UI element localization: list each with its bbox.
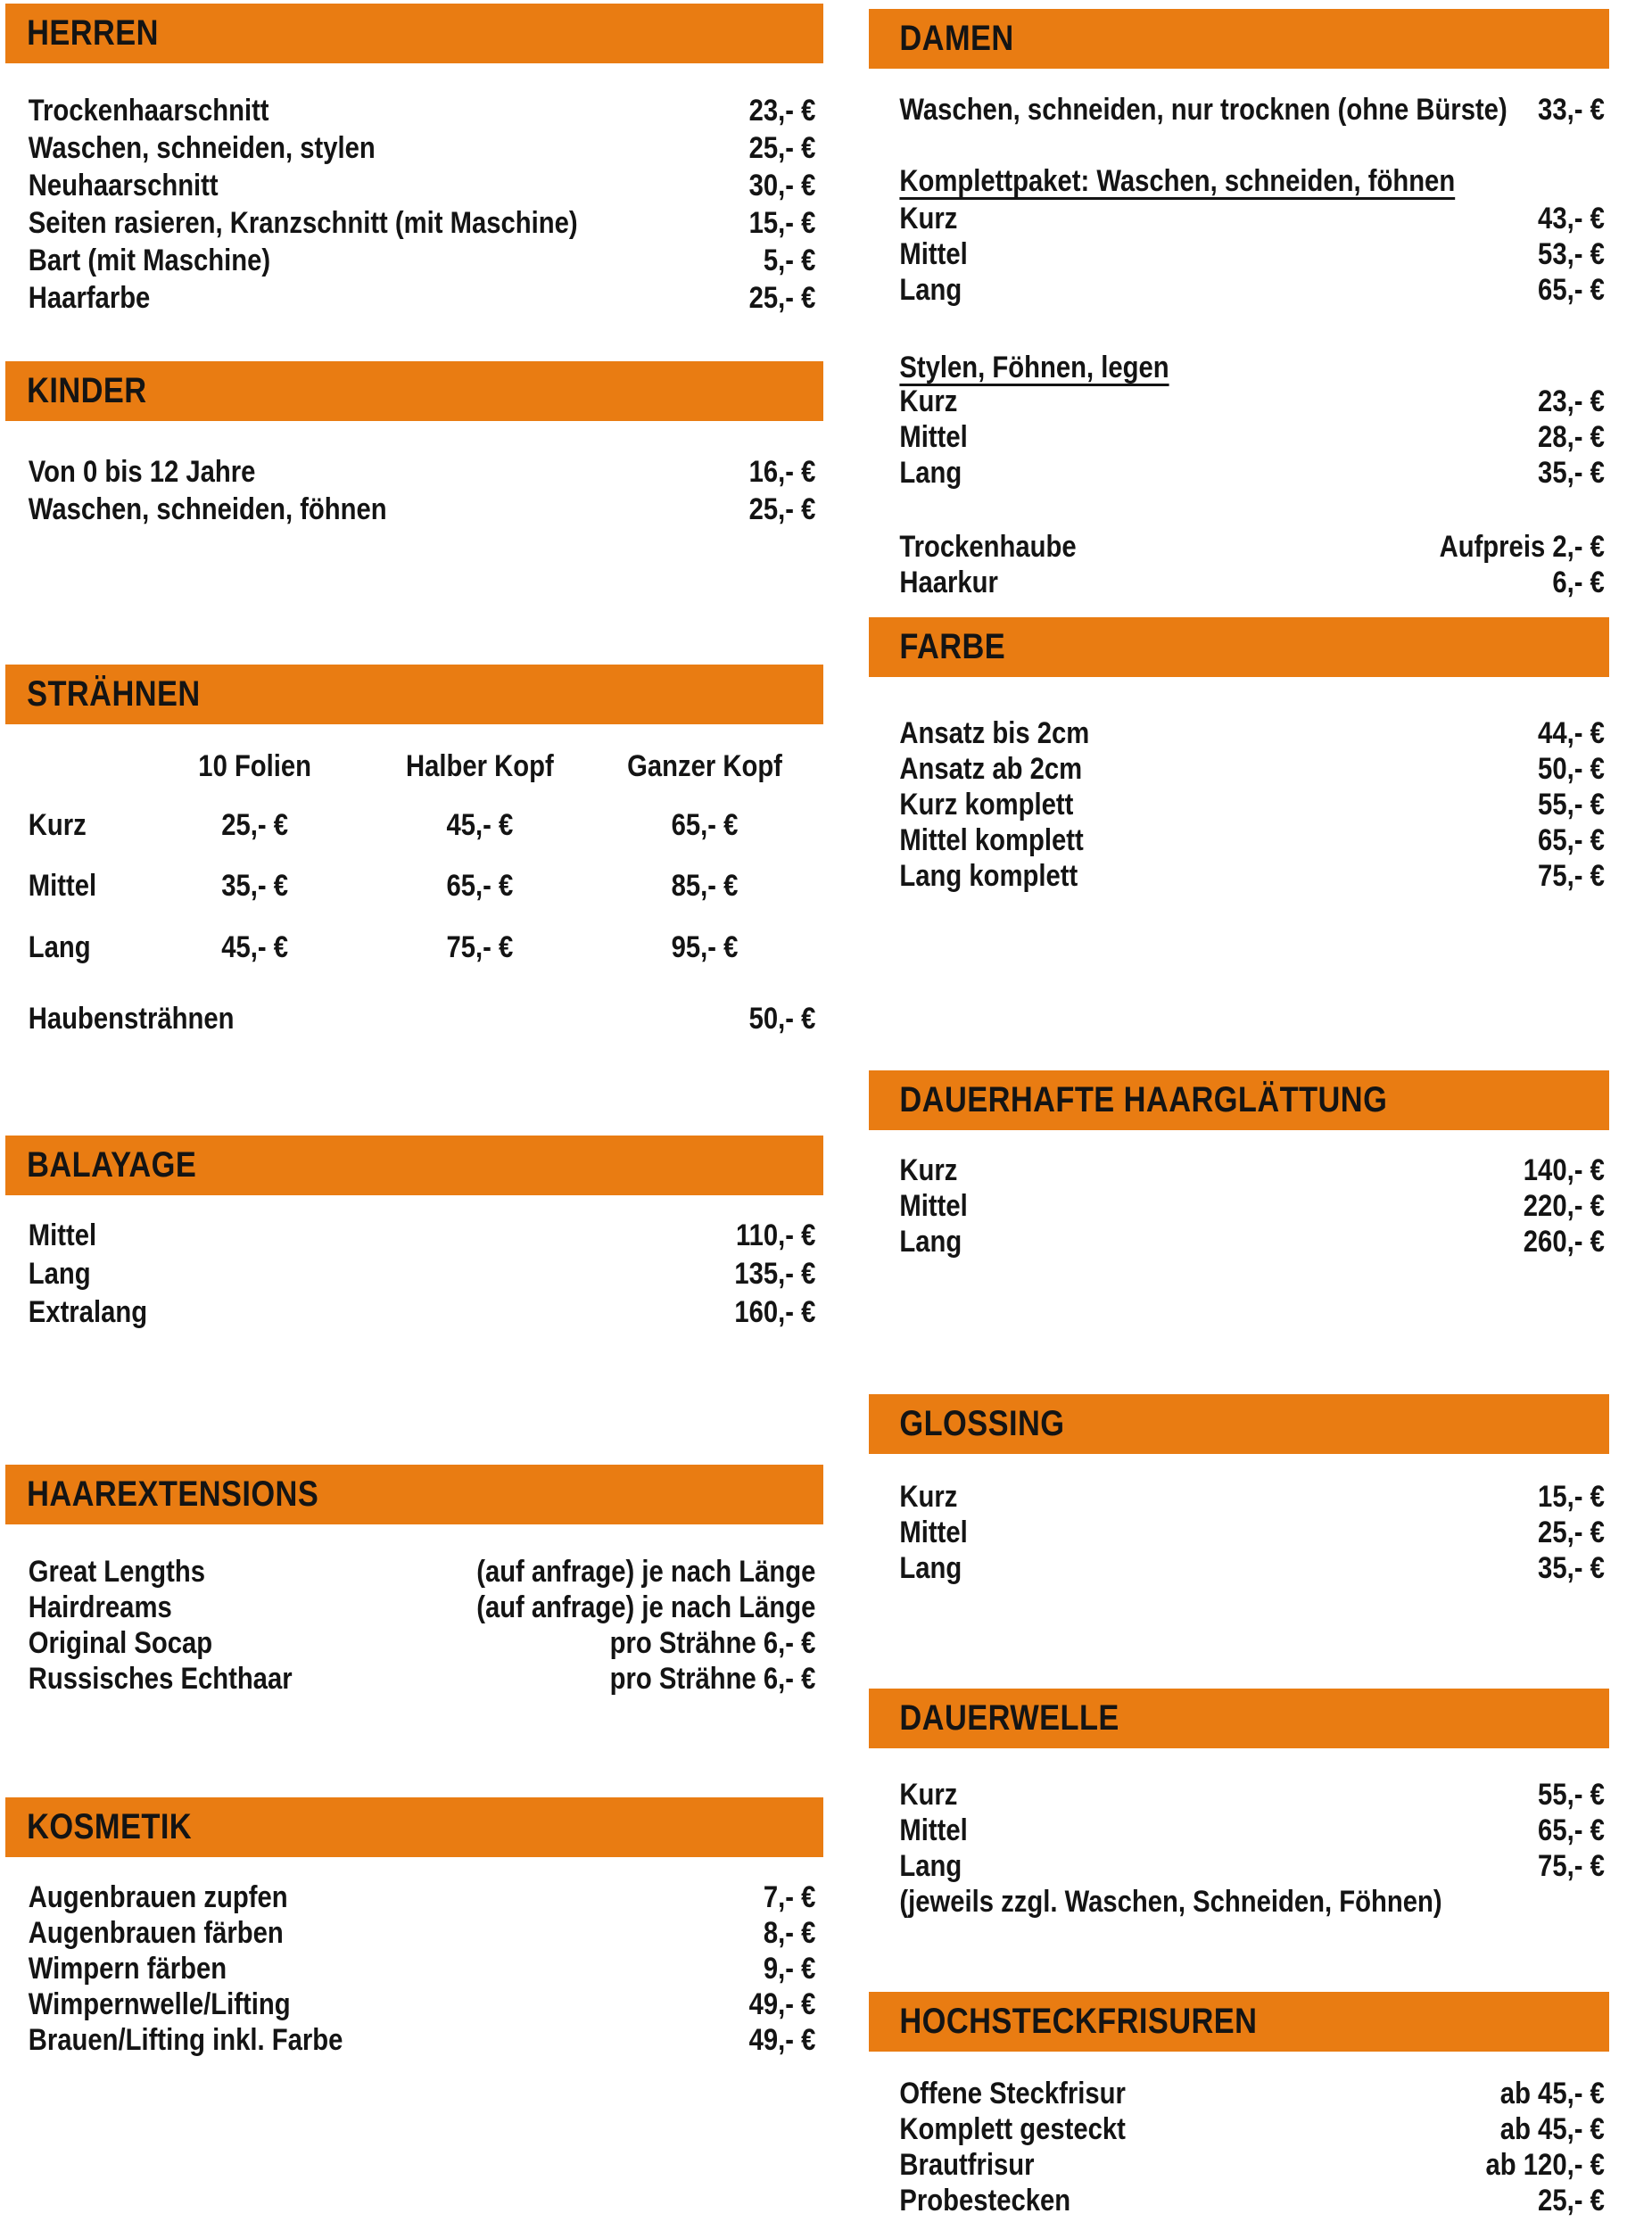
service-label: Seiten rasieren, Kranzschnitt (mit Maschine)	[28, 206, 578, 240]
price-row	[869, 564, 1609, 602]
service-label: Komplett gesteckt	[899, 2112, 1126, 2146]
service-label: Mittel	[28, 869, 97, 903]
service-label: Mittel	[28, 1218, 97, 1252]
service-label: Haubensträhnen	[28, 1002, 235, 1036]
subsection-heading	[869, 349, 1609, 387]
section-title: HAAREXTENSIONS	[27, 1474, 319, 1514]
price-value: (auf anfrage) je nach Länge	[476, 1590, 816, 1624]
price-value: 110,- €	[735, 1218, 816, 1252]
service-label: Hairdreams	[28, 1590, 172, 1624]
price-row	[869, 1549, 1609, 1588]
price-row	[869, 1514, 1609, 1552]
price-row	[5, 491, 823, 529]
left-column	[5, 0, 823, 2230]
section-header-damen	[869, 9, 1609, 69]
service-label: Bart (mit Maschine)	[28, 244, 271, 277]
price-value: ab 45,- €	[1499, 2112, 1605, 2146]
service-label: Great Lengths	[28, 1555, 206, 1589]
straehnen-row	[5, 929, 823, 967]
service-label: Mittel	[899, 1813, 968, 1847]
price-row	[5, 1624, 823, 1663]
section-title: DAUERWELLE	[899, 1698, 1119, 1738]
price-value: 49,- €	[748, 1987, 816, 2021]
section-title: DAUERHAFTE HAARGLÄTTUNG	[899, 1080, 1388, 1119]
price-value: 75,- €	[1538, 1849, 1605, 1883]
price-value: pro Strähne 6,- €	[609, 1662, 816, 1696]
price-value: 15,- €	[748, 206, 816, 240]
price-value: 49,- €	[748, 2023, 816, 2057]
service-label: Haarfarbe	[28, 281, 151, 315]
price-value: 75,- €	[446, 930, 514, 964]
price-value: 65,- €	[671, 808, 739, 842]
price-row	[869, 235, 1609, 274]
subheading-label: Stylen, Föhnen, legen	[899, 351, 1169, 384]
service-label: Waschen, schneiden, föhnen	[28, 492, 387, 526]
service-label: Lang	[28, 1257, 91, 1291]
service-label: Ansatz bis 2cm	[899, 716, 1090, 750]
service-label: Lang	[899, 273, 962, 307]
price-value: ab 120,- €	[1485, 2148, 1605, 2182]
price-value: 45,- €	[221, 930, 289, 964]
service-label: Probestecken	[899, 2184, 1071, 2218]
service-label: Original Socap	[28, 1626, 213, 1660]
price-row	[5, 279, 823, 318]
section-title: DAMEN	[899, 19, 1014, 58]
price-row	[869, 714, 1609, 753]
price-row	[869, 2110, 1609, 2149]
price-value: 35,- €	[1538, 456, 1605, 490]
price-value: 135,- €	[734, 1257, 816, 1291]
price-row	[5, 1660, 823, 1698]
service-label: Kurz	[28, 808, 87, 842]
price-value: 55,- €	[1538, 1778, 1605, 1812]
subsection-heading	[869, 162, 1609, 201]
straehnen-row	[5, 867, 823, 905]
price-row	[5, 1217, 823, 1255]
price-value: 260,- €	[1523, 1225, 1605, 1259]
section-header-kosmetik	[5, 1797, 823, 1857]
right-column	[869, 0, 1609, 2230]
price-value: 65,- €	[1538, 1813, 1605, 1847]
price-row	[5, 92, 823, 130]
price-row	[5, 242, 823, 280]
section-header-straehnen	[5, 665, 823, 724]
price-row	[5, 1879, 823, 1917]
price-value: 15,- €	[1538, 1480, 1605, 1514]
service-label: Lang	[899, 1849, 962, 1883]
price-value: 75,- €	[1538, 859, 1605, 893]
service-label: Kurz komplett	[899, 788, 1074, 822]
price-value: 45,- €	[446, 808, 514, 842]
section-title: BALAYAGE	[27, 1145, 197, 1185]
price-value: 35,- €	[1538, 1551, 1605, 1585]
section-header-haarextensions	[5, 1465, 823, 1524]
service-label: Extralang	[28, 1295, 148, 1329]
price-value: 85,- €	[671, 869, 739, 903]
price-value: 7,- €	[763, 1880, 816, 1914]
service-label: Kurz	[899, 384, 958, 418]
price-value: 33,- €	[1538, 93, 1605, 127]
price-value: 25,- €	[221, 808, 289, 842]
section-header-haarglaettung	[869, 1070, 1609, 1130]
service-label: Augenbrauen zupfen	[28, 1880, 288, 1914]
section-title: HERREN	[27, 13, 159, 53]
price-value: ab 45,- €	[1499, 2077, 1605, 2110]
price-value: 55,- €	[1538, 788, 1605, 822]
column-header: Ganzer Kopf	[627, 749, 782, 783]
service-label: Lang	[899, 456, 962, 490]
price-value: 220,- €	[1523, 1189, 1605, 1223]
service-label: Mittel	[899, 1516, 968, 1549]
subheading-label: Komplettpaket: Waschen, schneiden, föhnen	[899, 164, 1456, 198]
service-label: Brauen/Lifting inkl. Farbe	[28, 2023, 343, 2057]
price-value: 50,- €	[748, 1002, 816, 1036]
section-header-farbe	[869, 617, 1609, 677]
price-row	[869, 200, 1609, 238]
price-value: 25,- €	[748, 492, 816, 526]
section-title: GLOSSING	[899, 1404, 1065, 1443]
price-value: (auf anfrage) je nach Länge	[476, 1555, 816, 1589]
price-row	[869, 1776, 1609, 1814]
service-label: Lang	[899, 1551, 962, 1585]
section-header-dauerwelle	[869, 1689, 1609, 1748]
price-row	[869, 750, 1609, 789]
service-label: Brautfrisur	[899, 2148, 1035, 2182]
service-label: Russisches Echthaar	[28, 1662, 293, 1696]
section-title: KOSMETIK	[27, 1807, 193, 1846]
price-value: 35,- €	[221, 869, 289, 903]
price-value: pro Strähne 6,- €	[609, 1626, 816, 1660]
service-label: Neuhaarschnitt	[28, 169, 219, 202]
price-row	[869, 2146, 1609, 2185]
price-row	[5, 1589, 823, 1627]
price-value: 9,- €	[763, 1952, 816, 1986]
price-row	[869, 822, 1609, 860]
service-label: Lang	[899, 1225, 962, 1259]
price-row	[5, 1553, 823, 1591]
price-value: 16,- €	[748, 455, 816, 489]
service-label: Kurz	[899, 1778, 958, 1812]
section-title: KINDER	[27, 371, 147, 410]
price-row	[5, 2021, 823, 2060]
section-title: FARBE	[899, 627, 1006, 666]
price-value: 23,- €	[1538, 384, 1605, 418]
service-label: Waschen, schneiden, nur trocknen (ohne Bürste)	[899, 93, 1507, 127]
service-label: Lang	[28, 930, 91, 964]
service-label: Kurz	[899, 1153, 958, 1187]
section-title: HOCHSTECKFRISUREN	[899, 2002, 1258, 2041]
service-label: Trockenhaarschnitt	[28, 94, 269, 128]
section-header-hochsteckfrisuren	[869, 1992, 1609, 2052]
service-label: Wimpernwelle/Lifting	[28, 1987, 291, 2021]
service-label: Wimpern färben	[28, 1952, 227, 1986]
note-row	[869, 1883, 1609, 1921]
price-row	[869, 271, 1609, 310]
price-value: 65,- €	[1538, 823, 1605, 857]
price-value: 8,- €	[763, 1916, 816, 1950]
service-label: Mittel	[899, 1189, 968, 1223]
straehnen-header-row	[5, 747, 823, 786]
service-label: Mittel	[899, 237, 968, 271]
price-row	[869, 2182, 1609, 2220]
price-value: 25,- €	[1538, 1516, 1605, 1549]
price-row	[869, 1812, 1609, 1850]
price-row	[869, 1187, 1609, 1226]
price-row	[5, 1293, 823, 1332]
service-label: Trockenhaube	[899, 530, 1077, 564]
section-header-herren	[5, 4, 823, 63]
service-label: Mittel	[899, 420, 968, 454]
price-row	[869, 454, 1609, 492]
price-row	[5, 1000, 823, 1038]
note-label: (jeweils zzgl. Waschen, Schneiden, Föhnen)	[899, 1885, 1442, 1919]
price-value: 43,- €	[1538, 202, 1605, 235]
price-row	[869, 1847, 1609, 1886]
empty-cell	[5, 747, 136, 786]
service-label: Waschen, schneiden, stylen	[28, 131, 376, 165]
price-row	[5, 1986, 823, 2024]
service-label: Augenbrauen färben	[28, 1916, 284, 1950]
column-header: 10 Folien	[198, 749, 312, 783]
price-value: 25,- €	[748, 281, 816, 315]
column-header: Halber Kopf	[405, 749, 554, 783]
straehnen-row	[5, 806, 823, 845]
service-label: Haarkur	[899, 566, 998, 599]
section-header-balayage	[5, 1136, 823, 1195]
section-title: STRÄHNEN	[27, 674, 201, 714]
service-label: Mittel komplett	[899, 823, 1084, 857]
service-label: Ansatz ab 2cm	[899, 752, 1083, 786]
price-row	[5, 129, 823, 168]
price-value: 23,- €	[748, 94, 816, 128]
service-label: Offene Steckfrisur	[899, 2077, 1126, 2110]
price-row	[869, 528, 1609, 566]
price-row	[869, 1152, 1609, 1190]
price-row	[5, 1914, 823, 1953]
price-row	[5, 1255, 823, 1293]
service-label: Von 0 bis 12 Jahre	[28, 455, 256, 489]
price-row	[869, 383, 1609, 421]
price-value: 50,- €	[1538, 752, 1605, 786]
price-value: 65,- €	[1538, 273, 1605, 307]
price-value: 30,- €	[748, 169, 816, 202]
price-row	[5, 167, 823, 205]
service-label: Lang komplett	[899, 859, 1078, 893]
price-value: 65,- €	[446, 869, 514, 903]
price-value: 160,- €	[734, 1295, 816, 1329]
price-row	[869, 1223, 1609, 1261]
price-value: 95,- €	[671, 930, 739, 964]
price-value: 25,- €	[748, 131, 816, 165]
price-row	[869, 1478, 1609, 1516]
price-row	[869, 2075, 1609, 2113]
service-label: Kurz	[899, 1480, 958, 1514]
price-row	[5, 453, 823, 491]
price-value: 28,- €	[1538, 420, 1605, 454]
price-value: 5,- €	[763, 244, 816, 277]
price-value: 44,- €	[1538, 716, 1605, 750]
section-header-glossing	[869, 1394, 1609, 1454]
price-row	[869, 91, 1609, 129]
price-row	[869, 418, 1609, 457]
price-value: Aufpreis 2,- €	[1439, 530, 1605, 564]
price-value: 25,- €	[1538, 2184, 1605, 2218]
price-row	[5, 204, 823, 243]
section-header-kinder	[5, 361, 823, 421]
price-row	[869, 786, 1609, 824]
price-row	[5, 1950, 823, 1988]
service-label: Kurz	[899, 202, 958, 235]
price-value: 53,- €	[1538, 237, 1605, 271]
price-value: 6,- €	[1552, 566, 1605, 599]
price-value: 140,- €	[1523, 1153, 1605, 1187]
price-row	[869, 857, 1609, 896]
